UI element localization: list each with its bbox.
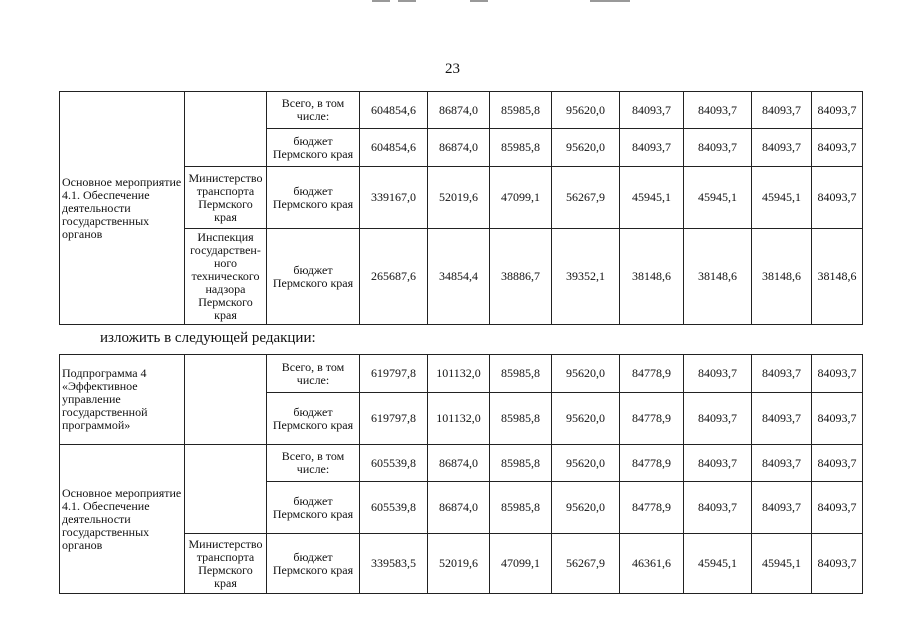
top-edge-marks [0, 0, 905, 4]
value-cell: 38886,7 [490, 229, 552, 325]
value-cell: 95620,0 [552, 393, 620, 445]
value-cell: 84093,7 [752, 92, 812, 129]
funding-source: бюджет Пермского края [267, 393, 360, 445]
value-cell: 46361,6 [620, 534, 684, 594]
value-cell: 52019,6 [428, 534, 490, 594]
table-row [60, 92, 863, 129]
funding-source: бюджет Пермского края [267, 482, 360, 534]
value-cell: 84093,7 [752, 355, 812, 393]
value-cell: 84778,9 [620, 393, 684, 445]
funding-source: Всего, в том числе: [267, 445, 360, 482]
funding-source: бюджет Пермского края [267, 534, 360, 594]
value-cell: 265687,6 [360, 229, 428, 325]
value-cell: 84778,9 [620, 445, 684, 482]
executor-empty-cell [185, 445, 267, 534]
funding-source: Всего, в том числе: [267, 355, 360, 393]
value-cell: 84093,7 [812, 482, 863, 534]
value-cell: 84093,7 [684, 92, 752, 129]
table-row [60, 355, 863, 393]
value-cell: 84093,7 [684, 129, 752, 167]
value-cell: 38148,6 [812, 229, 863, 325]
value-cell: 85985,8 [490, 445, 552, 482]
funding-source: бюджет Пермского края [267, 167, 360, 229]
value-cell: 86874,0 [428, 445, 490, 482]
value-cell: 85985,8 [490, 92, 552, 129]
value-cell: 619797,8 [360, 393, 428, 445]
funding-source: бюджет Пермского края [267, 229, 360, 325]
value-cell: 101132,0 [428, 393, 490, 445]
page-number: 23 [445, 61, 460, 77]
executor-inspection: Инспекция государствен-ного технического надзора Пермского края [185, 229, 267, 325]
value-cell: 38148,6 [752, 229, 812, 325]
value-cell: 85985,8 [490, 482, 552, 534]
value-cell: 45945,1 [620, 167, 684, 229]
value-cell: 45945,1 [752, 167, 812, 229]
main-event-label: Основное мероприятие 4.1. Обеспечение деятельности государственных органов [60, 445, 185, 594]
table-2 [59, 354, 863, 594]
value-cell: 39352,1 [552, 229, 620, 325]
value-cell: 84093,7 [684, 355, 752, 393]
value-cell: 84093,7 [752, 129, 812, 167]
value-cell: 604854,6 [360, 129, 428, 167]
value-cell: 38148,6 [620, 229, 684, 325]
value-cell: 47099,1 [490, 167, 552, 229]
value-cell: 56267,9 [552, 534, 620, 594]
value-cell: 84093,7 [812, 167, 863, 229]
value-cell: 95620,0 [552, 129, 620, 167]
value-cell: 605539,8 [360, 482, 428, 534]
value-cell: 84093,7 [752, 445, 812, 482]
value-cell: 84093,7 [812, 129, 863, 167]
value-cell: 52019,6 [428, 167, 490, 229]
value-cell: 101132,0 [428, 355, 490, 393]
value-cell: 86874,0 [428, 482, 490, 534]
value-cell: 45945,1 [684, 534, 752, 594]
value-cell: 85985,8 [490, 355, 552, 393]
value-cell: 86874,0 [428, 129, 490, 167]
value-cell: 34854,4 [428, 229, 490, 325]
value-cell: 85985,8 [490, 393, 552, 445]
value-cell: 84093,7 [812, 355, 863, 393]
value-cell: 605539,8 [360, 445, 428, 482]
value-cell: 95620,0 [552, 482, 620, 534]
value-cell: 84093,7 [620, 92, 684, 129]
value-cell: 84093,7 [620, 129, 684, 167]
subprogram-label: Подпрограмма 4 «Эффективное управление государственной программой» [60, 355, 185, 445]
value-cell: 339167,0 [360, 167, 428, 229]
value-cell: 84093,7 [812, 92, 863, 129]
value-cell: 95620,0 [552, 92, 620, 129]
main-event-label: Основное мероприятие 4.1. Обеспечение деятельности государственных органов [60, 92, 185, 325]
value-cell: 84093,7 [812, 445, 863, 482]
executor-ministry: Министерство транспорта Пермского края [185, 534, 267, 594]
value-cell: 86874,0 [428, 92, 490, 129]
value-cell: 84093,7 [684, 482, 752, 534]
value-cell: 339583,5 [360, 534, 428, 594]
value-cell: 95620,0 [552, 445, 620, 482]
value-cell: 604854,6 [360, 92, 428, 129]
value-cell: 45945,1 [752, 534, 812, 594]
value-cell: 47099,1 [490, 534, 552, 594]
value-cell: 84093,7 [684, 445, 752, 482]
value-cell: 619797,8 [360, 355, 428, 393]
value-cell: 95620,0 [552, 355, 620, 393]
executor-ministry: Министерство транспорта Пермского края [185, 167, 267, 229]
funding-source: бюджет Пермского края [267, 129, 360, 167]
value-cell: 84778,9 [620, 482, 684, 534]
executor-empty-cell [185, 355, 267, 445]
funding-source: Всего, в том числе: [267, 92, 360, 129]
value-cell: 84093,7 [684, 393, 752, 445]
value-cell: 38148,6 [684, 229, 752, 325]
value-cell: 45945,1 [684, 167, 752, 229]
table-1 [59, 91, 863, 325]
executor-empty-cell [185, 92, 267, 167]
value-cell: 85985,8 [490, 129, 552, 167]
value-cell: 84093,7 [752, 393, 812, 445]
amendment-instruction: изложить в следующей редакции: [100, 330, 316, 346]
value-cell: 84093,7 [812, 534, 863, 594]
table-row [60, 445, 863, 482]
value-cell: 56267,9 [552, 167, 620, 229]
value-cell: 84778,9 [620, 355, 684, 393]
value-cell: 84093,7 [812, 393, 863, 445]
value-cell: 84093,7 [752, 482, 812, 534]
